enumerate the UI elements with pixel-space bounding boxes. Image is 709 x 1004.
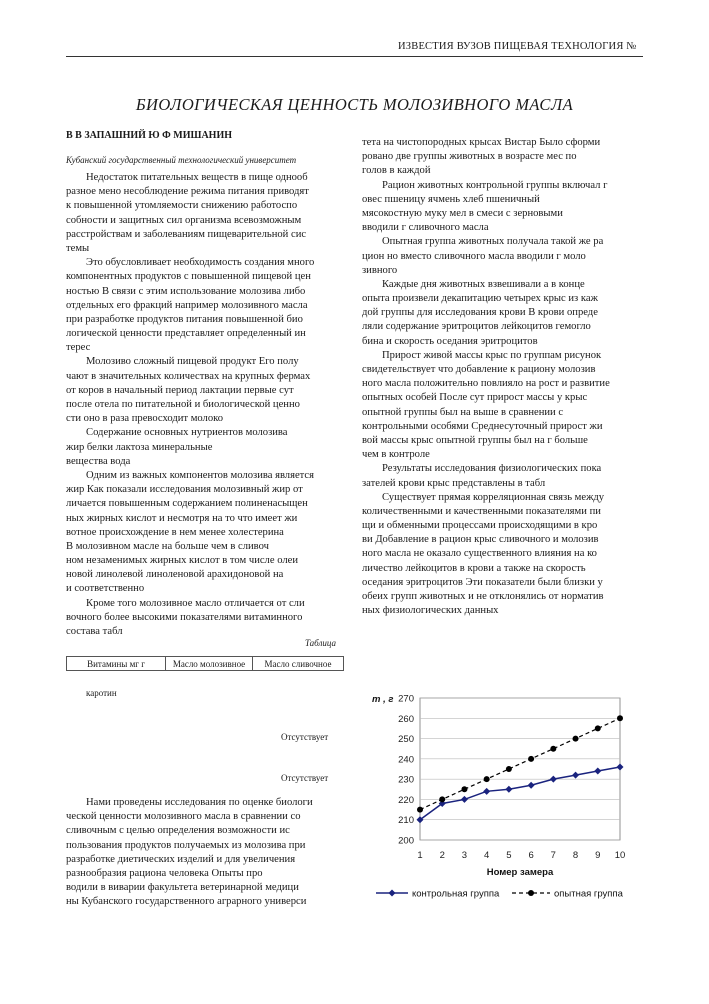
x-tick-label: 7: [550, 850, 556, 861]
text-line: Существует прямая корреляционная связь между: [382, 491, 605, 503]
article-title: БИОЛОГИЧЕСКАЯ ЦЕННОСТЬ МОЛОЗИВНОГО МАСЛА: [135, 95, 574, 114]
text-line: ного масла не оказало существенного влияния на ко: [362, 548, 597, 560]
text-line: разнообразия рациона человека Опыты про: [66, 867, 263, 879]
y-tick-label: 260: [398, 713, 414, 725]
text-line: и соответственно: [66, 583, 145, 595]
text-line: зивного: [362, 264, 398, 276]
series-line-control: [420, 767, 620, 820]
text-line: жир Как показали исследования молозивный жир от: [66, 484, 303, 496]
data-point-control: [572, 772, 579, 779]
text-line: к повышенной утомляемости снижению работоспо: [66, 200, 298, 212]
table-header-cell: Масло молозивное: [166, 657, 253, 671]
journal-header: ИЗВЕСТИЯ ВУЗОВ ПИЩЕВАЯ ТЕХНОЛОГИЯ №: [398, 41, 637, 52]
legend-label-control: контрольная группа: [412, 888, 500, 900]
x-tick-label: 5: [506, 850, 512, 861]
table-cell-absent: Отсутствует: [281, 732, 329, 742]
text-line: мясокостную муку мел в смеси с зерновыми: [362, 207, 563, 219]
data-point-control: [550, 776, 557, 783]
text-line: при разработке продуктов питания повышенной био: [66, 313, 303, 325]
text-line: Содержание основных нутриентов молозива: [86, 427, 288, 439]
text-line: вводили г сливочного масла: [362, 222, 489, 234]
table-row-label: каротин: [86, 688, 117, 698]
x-tick-label: 2: [439, 850, 445, 861]
text-line: состава табл: [66, 626, 123, 637]
text-line: щи и обменными процессами происходящими в кро: [362, 520, 598, 532]
text-line: Кроме того молозивное масло отличается от сли: [86, 597, 305, 609]
x-tick-label: 10: [614, 850, 626, 861]
table-cell-absent: Отсутствует: [281, 773, 329, 783]
y-tick-label: 250: [398, 734, 414, 746]
text-line: ном незаменимых жирных кислот в том числе олеи: [66, 555, 299, 567]
text-line: опытных особей После сут прирост массы у крыс: [362, 392, 588, 404]
text-line: разработке диетических изделий и для увеличения: [66, 853, 296, 865]
text-line: сливочным с целью определения возможности ис: [66, 825, 290, 837]
text-line: от коров в начальный период лактации первые сут: [66, 384, 294, 396]
text-line: личается повышенным содержанием полиненасыщен: [66, 498, 308, 510]
text-line: логической ценности представляет определенный ин: [66, 328, 306, 340]
y-axis-label: m , г: [372, 694, 394, 705]
text-line: ляли содержание эритроцитов лейкоцитов гемогло: [362, 321, 591, 333]
legend-marker-control: [389, 890, 396, 897]
text-line: обеих групп животных и не отклонялись от норматив: [362, 591, 604, 602]
data-point-experimental: [617, 715, 623, 721]
legend-label-experimental: опытная группа: [554, 888, 623, 900]
text-line: овес пшеницу ячмень хлеб пшеничный: [362, 193, 540, 205]
text-line: зателей крови крыс представлены в табл: [362, 477, 546, 489]
data-point-control: [461, 796, 468, 803]
text-line: вочного более высокими показателями витаминного: [66, 611, 303, 623]
text-line: дой группы для исследования крови В крови опреде: [362, 307, 598, 319]
text-line: бина и скорость оседания эритроцитов: [362, 335, 538, 347]
text-line: вотное происхождение в нем менее холестерина: [66, 526, 284, 538]
y-tick-label: 230: [398, 774, 414, 786]
text-line: ны Кубанского государственного аграрного универси: [66, 896, 307, 908]
data-point-experimental: [417, 807, 423, 813]
y-tick-label: 270: [398, 693, 414, 705]
author-affiliation: Кубанский государственный технологический университет: [66, 155, 297, 165]
text-line: ного масла положительно повлияло на рост и развитие: [362, 378, 610, 390]
text-line: терес: [66, 342, 91, 354]
text-line: тета на чистопородных крысах Вистар Было сформи: [362, 137, 601, 148]
text-line: Рацион животных контрольной группы включал г: [382, 179, 608, 191]
text-line: Одним из важных компонентов молозива является: [86, 469, 315, 481]
y-tick-label: 200: [398, 835, 414, 847]
text-line: отдельных его фракций например молозивного масла: [66, 299, 308, 311]
data-point-experimental: [595, 725, 601, 731]
text-line: чают в значительных количествах на крупных фермах: [66, 370, 311, 382]
text-line: Молозиво сложный пищевой продукт Его полу: [86, 356, 299, 368]
data-point-control: [594, 768, 601, 775]
article-authors: В В ЗАПАШНИЙ Ю Ф МИШАНИН: [66, 130, 233, 141]
text-line: жир белки лактоза минеральные: [66, 441, 213, 453]
text-line: Это обусловливает необходимость создания много: [86, 257, 315, 269]
text-line: сти оно в раза превосходит молоко: [66, 413, 224, 425]
left-column-bottom-text: [66, 796, 344, 910]
x-tick-label: 9: [595, 850, 601, 861]
text-line: ных физиологических данных: [362, 605, 499, 617]
data-point-experimental: [439, 796, 445, 802]
text-line: опытной группы был на выше в сравнении с: [362, 406, 564, 418]
text-line: разное мено несоблюдение режима питания приводят: [66, 186, 309, 198]
text-line: вещества вода: [66, 455, 131, 467]
text-line: темы: [66, 242, 90, 254]
x-tick-label: 1: [417, 850, 423, 861]
table-header-cell: Масло сливочное: [253, 657, 344, 671]
text-line: пользования продуктов получаемых из молозива при: [66, 839, 306, 851]
text-line: количественными и качественными показателями пи: [362, 505, 601, 517]
y-tick-label: 240: [398, 754, 414, 766]
data-point-experimental: [550, 746, 556, 752]
y-tick-label: 210: [398, 815, 414, 827]
data-point-experimental: [461, 786, 467, 792]
text-line: чем в контроле: [362, 449, 430, 461]
x-axis-label: Номер замера: [486, 867, 554, 878]
data-point-control: [528, 782, 535, 789]
data-point-experimental: [506, 766, 512, 772]
data-point-control: [483, 788, 490, 795]
legend-marker-experimental: [528, 890, 534, 896]
text-line: вой массы крыс опытной группы был на г больше: [362, 434, 588, 446]
text-line: личество лейкоцитов в крови а также на скорость: [362, 562, 586, 574]
weight-gain-chart: [362, 688, 662, 908]
text-line: Каждые дня животных взвешивали а в конце: [382, 278, 585, 290]
text-line: ческой ценности молозивного масла в сравнении со: [66, 811, 301, 823]
data-point-control: [505, 786, 512, 793]
text-line: свидетельствует что добавление к рациону молозив: [362, 364, 596, 375]
text-line: В молозивном масле на больше чем в сливоч: [66, 540, 269, 552]
text-line: голов в каждой: [362, 165, 431, 177]
data-point-experimental: [528, 756, 534, 762]
text-line: опыта произвели декапитацию четырех крыс из каж: [362, 293, 598, 305]
text-line: новой линолевой линоленовой арахидоновой на: [66, 569, 284, 581]
table-header-row: [67, 657, 344, 671]
text-line: водили в виварии факультета ветеринарной медици: [66, 882, 299, 894]
series-line-experimental: [420, 718, 620, 809]
header-divider: [66, 56, 643, 57]
text-line: Нами проведены исследования по оценке биологи: [86, 797, 313, 808]
x-tick-label: 3: [461, 850, 468, 861]
data-point-experimental: [573, 736, 579, 742]
text-line: компонентных продуктов с повышенной пищевой цен: [66, 271, 311, 283]
text-line: Результаты исследования физиологических пока: [382, 463, 602, 475]
text-line: после отела по питательной и биологической ценно: [66, 399, 300, 410]
table-caption: Таблица: [305, 638, 337, 648]
table-header-cell: Витамины мг г: [67, 657, 166, 671]
vitamins-table: [66, 656, 344, 671]
y-tick-label: 220: [398, 794, 414, 806]
text-line: цион но вместо сливочного масла вводили г моло: [362, 250, 586, 262]
text-line: ностью В связи с этим использование молозива либо: [66, 285, 306, 297]
text-line: оседания эритроцитов Эти показатели были близки у: [362, 576, 603, 588]
text-line: Опытная группа животных получала такой же ра: [382, 236, 604, 248]
x-tick-label: 4: [484, 850, 490, 861]
plot-area-frame: [420, 698, 620, 840]
text-line: ровано две группы животных в возрасте мес по: [362, 151, 577, 163]
right-column-text: [362, 136, 642, 618]
text-line: Прирост живой массы крыс по группам рисунок: [382, 349, 602, 361]
text-line: расстройствам и заболеваниям пищеварительной сис: [66, 228, 307, 240]
data-point-control: [617, 763, 624, 770]
text-line: контрольными особями Среднесуточный прирост жи: [362, 420, 603, 432]
data-point-experimental: [484, 776, 490, 782]
text-line: Недостаток питательных веществ в пище одноoб: [86, 172, 308, 183]
x-tick-label: 8: [572, 850, 579, 861]
x-tick-label: 6: [528, 850, 534, 861]
text-line: ных жирных кислот и несмотря на то что имеет жи: [66, 512, 298, 524]
text-line: ви Добавление в рацион крыс сливочного и молозив: [362, 534, 599, 546]
text-line: собности и защитных сил организма всевозможным: [66, 214, 302, 226]
left-column-text: [66, 171, 344, 639]
